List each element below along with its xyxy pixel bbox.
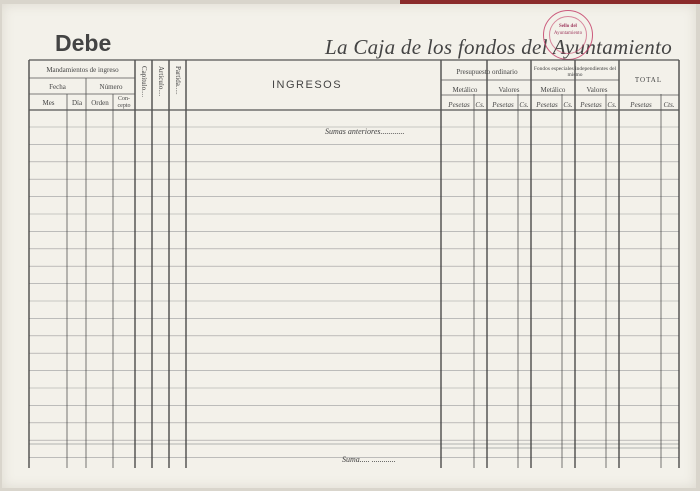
valores-header-2: Valores <box>586 86 608 94</box>
suma-label: Suma..... ............ <box>342 455 396 464</box>
sumas-anteriores-label: Sumas anteriores............ <box>325 127 405 136</box>
cs-header-2: Cs. <box>519 101 529 109</box>
debe-title: Debe <box>55 30 112 56</box>
pesetas-header-5: Pesetas <box>630 101 652 109</box>
capitulo-header: Capítulo.... <box>140 66 148 98</box>
metalico-header-1: Metálico <box>452 86 478 94</box>
fondos-header: Fondos especiales independientes del mismo <box>533 66 617 79</box>
dia-header: Día <box>71 99 83 107</box>
pesetas-header-1: Pesetas <box>448 101 470 109</box>
valores-header-1: Valores <box>498 86 520 94</box>
numero-header: Número <box>99 83 123 91</box>
cs-header-1: Cs. <box>475 101 485 109</box>
metalico-header-2: Metálico <box>540 86 566 94</box>
mes-header: Mes <box>42 99 55 107</box>
pesetas-header-4: Pesetas <box>580 101 602 109</box>
orden-header: Orden <box>91 99 109 107</box>
concepto-header: Con-cepto <box>117 96 131 109</box>
articulo-header: Artículo.... <box>157 66 165 97</box>
row-rules <box>29 127 679 458</box>
caja-title: La Caja de los fondos del Ayuntamiento <box>325 35 673 59</box>
cs-header-4: Cs. <box>607 101 617 109</box>
presupuesto-header: Presupuesto ordinario <box>456 68 518 76</box>
partida-header: Partida..... <box>174 66 182 95</box>
ingresos-header: INGRESOS <box>272 79 343 91</box>
column-rules <box>29 60 679 468</box>
mandamientos-header: Mandamientos de ingreso <box>46 66 119 74</box>
cs-header-3: Cs. <box>563 101 573 109</box>
stamp-line-1: Sello del <box>559 24 577 29</box>
total-header: TOTAL <box>634 76 663 84</box>
cts-header-5: Cts. <box>663 101 675 109</box>
fecha-header: Fecha <box>49 83 66 91</box>
pesetas-header-3: Pesetas <box>536 101 558 109</box>
stamp-line-2: Ayuntamiento <box>553 30 583 36</box>
pesetas-header-2: Pesetas <box>492 101 514 109</box>
